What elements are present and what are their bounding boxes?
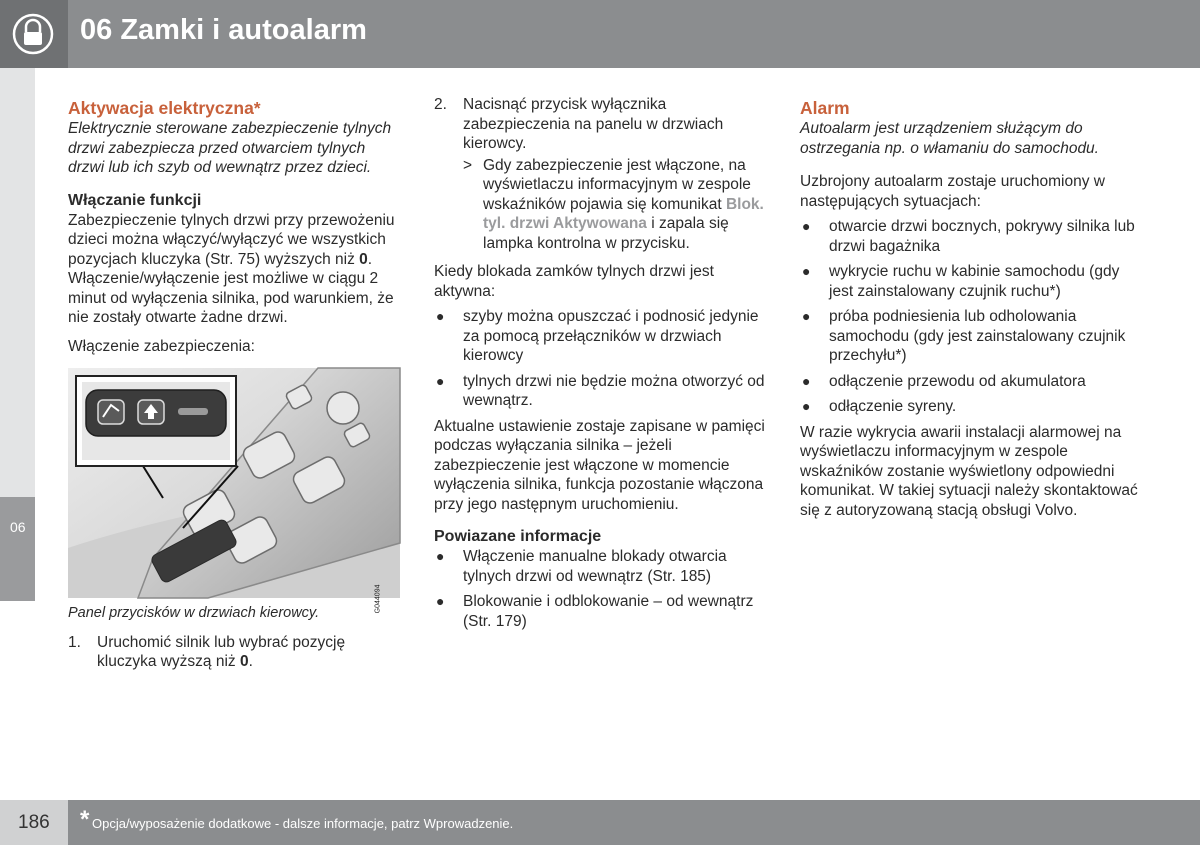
padlock-icon	[12, 13, 54, 55]
list-item-text: odłączenie przewodu od akumulatora	[829, 372, 1086, 390]
step-1	[68, 633, 400, 672]
list-item-text: próba podniesienia lub odholowania samochodu (gdy jest zainstalowany czujnik przechyłu*)	[829, 308, 1126, 364]
enabling-text-end: . Włączenie/wyłączenie jest możliwe w ciągu 2 minut od wyłączenia silnika, pod warunkiem, że nie zostały otwarte żadne drzwi.	[68, 250, 394, 326]
chapter-side-tab-label: 06	[10, 519, 26, 535]
list-item	[800, 217, 1140, 256]
related-link-text[interactable]: Blokowanie i odblokowanie – od wewnątrz (Str. 179)	[463, 593, 754, 630]
display-message: Blok. tyl. drzwi Aktywowana	[483, 195, 764, 232]
key-position-bold: 0	[359, 250, 368, 268]
enabling-text: Zabezpieczenie tylnych drzwi przy przewożeniu dzieci można włączyć/wyłączyć we wszystkich pozycjach kluczyka (Str. 75) wyższych niż	[68, 211, 395, 268]
page-footer	[0, 800, 1200, 845]
bullet-dot: ●	[802, 398, 811, 414]
bullet-dot: ●	[802, 263, 811, 279]
lead-in: Włączenie zabezpieczenia:	[68, 337, 255, 355]
step-text: Uruchomić silnik lub wybrać pozycję kluczyka wyższą niż	[97, 633, 346, 670]
bullet-dot: ●	[436, 308, 445, 324]
related-info-heading: Powiazane informacje	[434, 528, 602, 545]
subheading-enabling: Włączanie funkcji	[68, 191, 202, 209]
section-heading-alarm: Alarm	[800, 98, 850, 118]
list-item-text: odłączenie syreny.	[829, 398, 957, 415]
step-text: Nacisnąć przycisk wyłącznika zabezpieczenia na panelu w drzwiach kierowcy.	[463, 96, 724, 152]
list-item	[800, 307, 1140, 366]
column-1	[68, 95, 400, 672]
list-item-text: tylnych drzwi nie będzie można otworzyć od wewnątrz.	[463, 372, 765, 409]
list-item	[800, 372, 1140, 392]
chapter-icon-box	[0, 0, 68, 68]
bullet-dot: ●	[802, 372, 811, 389]
list-item-text: otwarcie drzwi bocznych, pokrywy silnika lub drzwi bagażnika	[829, 218, 1135, 255]
page-number: 186	[18, 812, 50, 833]
page-number-box	[0, 800, 68, 845]
related-link-text[interactable]: Włączenie manualne blokady otwarcia tylnych drzwi od wewnątrz (Str. 185)	[463, 548, 727, 585]
list-item-text: szyby można opuszczać i podnosić jedynie za pomocą przełączników w drzwiach kierowcy	[463, 308, 759, 364]
section-heading-electric-activation: Aktywacja elektryczna*	[68, 98, 261, 118]
bullet-dot: ●	[802, 308, 811, 324]
alarm-intro: Autoalarm jest urządzeniem służącym do ostrzegania np. o włamaniu do samochodu.	[800, 120, 1099, 157]
saved-setting-paragraph: Aktualne ustawienie zostaje zapisane w pamięci podczas wyłączania silnika – jeżeli zabezpieczenie jest włączone w momencie wyłączenia silnika, funkcja pozostanie włączona przy jego następnym uruchomieniu.	[434, 417, 765, 513]
figure-code: G044094	[374, 584, 382, 613]
column-2	[434, 95, 770, 631]
result-text: Gdy zabezpieczenie jest włączone, na wyświetlaczu informacyjnym w zespole wskaźników pojawia się komunikat	[483, 156, 751, 213]
column-3	[800, 95, 1140, 520]
list-item	[800, 262, 1140, 301]
step-end: .	[248, 653, 253, 670]
result-arrow: >	[463, 156, 473, 174]
section-intro: Elektrycznie sterowane zabezpieczenie tylnych drzwi zabezpiecza przed otwarciem tylnych drzwi lub ich szyb od wewnątrz przez dzieci.	[68, 120, 392, 176]
enabling-paragraph	[68, 211, 400, 328]
bullet-dot: ●	[802, 218, 811, 234]
footnote-asterisk: *	[80, 806, 90, 833]
list-item	[434, 372, 770, 411]
fault-paragraph: W razie wykrycia awarii instalacji alarmowej na wyświetlaczu informacyjnym w zespole wskaźników zostanie wyświetlony odpowiedni komunikat. W takiej sytuacji należy skontaktować się z autoryzowaną stacją obsługi Volvo.	[800, 423, 1138, 519]
door-panel-illustration	[68, 368, 400, 598]
footnote-bar	[68, 800, 1200, 845]
result-text-end: i zapala się lampka kontrolna w przycisku.	[483, 215, 729, 252]
related-link[interactable]	[434, 547, 770, 586]
footnote-text: Opcja/wyposażenie dodatkowe - dalsze informacje, patrz Wprowadzenie.	[92, 816, 514, 831]
armed-intro: Uzbrojony autoalarm zostaje uruchomiony w następujących sytuacjach:	[800, 173, 1105, 210]
list-item-text: wykrycie ruchu w kabinie samochodu (gdy jest zainstalowany czujnik ruchu*)	[829, 263, 1120, 300]
related-link[interactable]	[434, 592, 770, 631]
step-bold: 0	[239, 653, 249, 670]
bullet-dot: ●	[436, 548, 445, 564]
list-item	[434, 307, 770, 366]
list-item	[800, 397, 1140, 417]
chapter-side-tab	[0, 497, 35, 601]
active-intro: Kiedy blokada zamków tylnych drzwi jest aktywna:	[434, 263, 714, 300]
figure-caption: Panel przycisków w drzwiach kierowcy.	[68, 605, 320, 621]
bullet-dot: ●	[436, 372, 445, 389]
step-number: 1.	[68, 633, 81, 651]
bullet-dot: ●	[436, 593, 445, 609]
chapter-header	[0, 0, 1200, 68]
step-2-result	[463, 156, 770, 254]
chapter-title: 06 Zamki i autoalarm	[80, 14, 367, 46]
step-2	[434, 95, 770, 154]
step-number: 2.	[434, 96, 447, 113]
